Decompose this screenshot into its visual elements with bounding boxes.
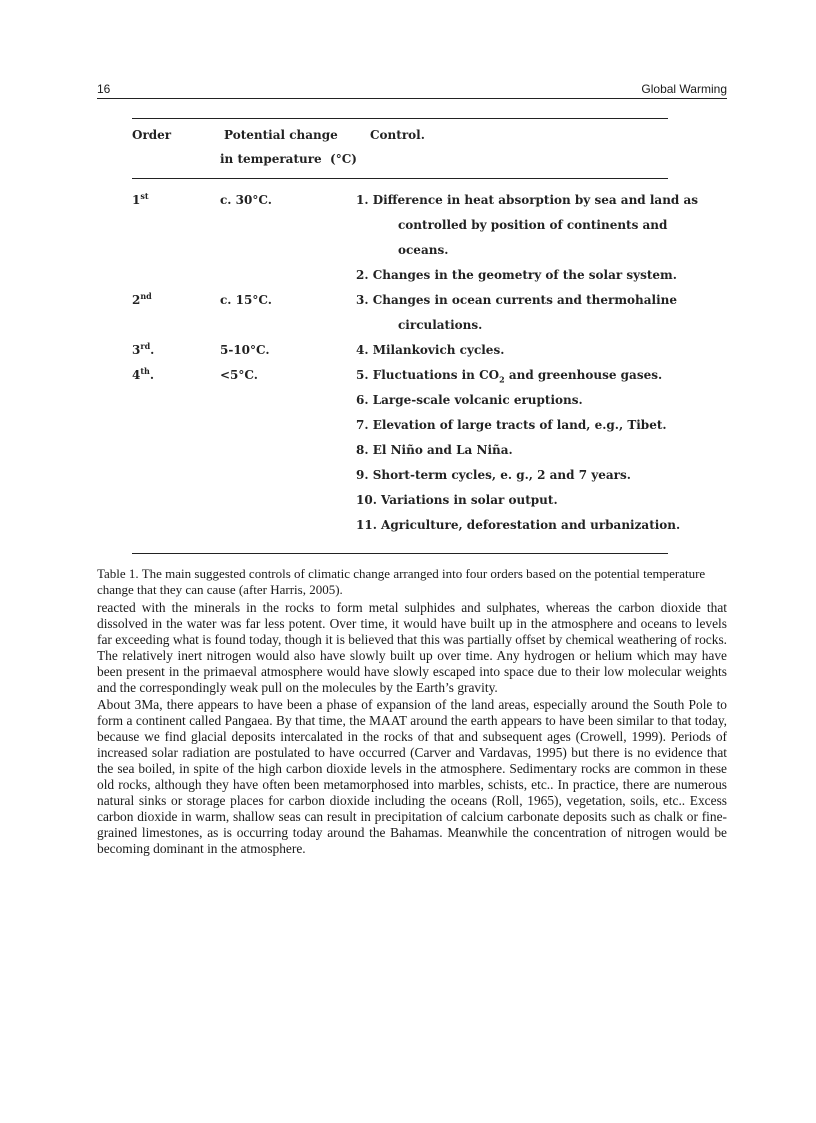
paragraph: About 3Ma, there appears to have been a phase of expansion of the land areas, especially around the South Pole to form a continent called Pangaea. By that time, the MAAT around the earth appears to have been similar to that today, because we find glacial deposits intercalated in the rocks of that and subsequent ages (Crowell, 1999). Periods of increased solar radiation are postulated to have occurred (Carver and Vardavas, 1995) but there is no evidence that the sea boiled, in spite of the high carbon dioxide levels in the atmosphere. Sedimentary rocks are common in these old rocks, although they have often been metamorphosed into marbles, schists, etc.. In practice, there are numerous natural sinks or storage places for carbon dioxide including the oceans (Roll, 1965), vegetation, soils, etc.. Excess carbon dioxide in warm, shallow seas can result in precipitation of calcium carbonate deposits such as chalk or fine-grained limestones, as is occurring today around the Bahamas. Meanwhile the concentration of nitrogen would be becoming dominant in the atmosphere. [97,696,727,857]
order-cell: 1st [132,191,149,207]
order-cell: 3rd. [132,341,155,357]
control-item: 10. Variations in solar output. [356,493,558,507]
control-item: 9. Short-term cycles, e. g., 2 and 7 years. [356,468,631,482]
control-item: 6. Large-scale volcanic eruptions. [356,393,583,407]
control-item: 11. Agriculture, deforestation and urbanization. [356,518,681,532]
order-cell: 4th. [132,366,155,382]
column-header-change-line2: in temperature (°C) [220,152,357,166]
table-caption: Table 1. The main suggested controls of climatic change arranged into four orders based on the potential temperature change that they can cause (after Harris, 2005). [97,566,706,597]
control-item-continuation: oceans. [398,243,449,257]
control-item: 3. Changes in ocean currents and thermohaline [356,293,678,307]
control-item-continuation: circulations. [398,318,483,332]
temperature-cell: c. 15°C. [220,293,272,307]
control-item: 2. Changes in the geometry of the solar system. [356,268,677,282]
temperature-cell: <5°C. [220,368,258,382]
control-item: 1. Difference in heat absorption by sea and land as [356,193,699,207]
table-top-rule [132,118,668,119]
running-title: Global Warming [641,82,727,96]
control-item: 8. El Niño and La Niña. [356,443,513,457]
control-item-continuation: controlled by position of continents and [398,218,668,232]
controls-table [0,0,816,560]
order-cell: 2nd [132,291,152,307]
table-bottom-rule [132,553,668,554]
page-number: 16 [97,82,111,96]
column-header-order: Order [132,128,172,142]
column-header-control: Control. [370,128,425,142]
control-item: 5. Fluctuations in $CO_2$ and greenhouse gases. [356,368,663,385]
table-header-rule [132,178,668,179]
control-item: 4. Milankovich cycles. [356,343,505,357]
body-text [97,600,727,858]
paragraph: reacted with the minerals in the rocks to form metal sulphides and sulphates, whereas the carbon dioxide that dissolved in the water was far less potent. Over time, it would have built up in the atmosphere and oceans to levels far exceeding what is found today, though it is believed that this was partially offset by chemical weathering of rocks. The relatively inert nitrogen would also have slowly built up over time. Any hydrogen or helium which may have been present in the primaeval atmosphere would have slowly escaped into space due to their low molecular weights and the correspondingly weak pull on the molecules by the Earth’s gravity. [97,600,727,696]
temperature-cell: c. 30°C. [220,193,272,207]
column-header-change-line1: Potential change [224,128,338,142]
temperature-cell: 5-10°C. [220,343,270,357]
control-item: 7. Elevation of large tracts of land, e.g., Tibet. [356,418,667,432]
